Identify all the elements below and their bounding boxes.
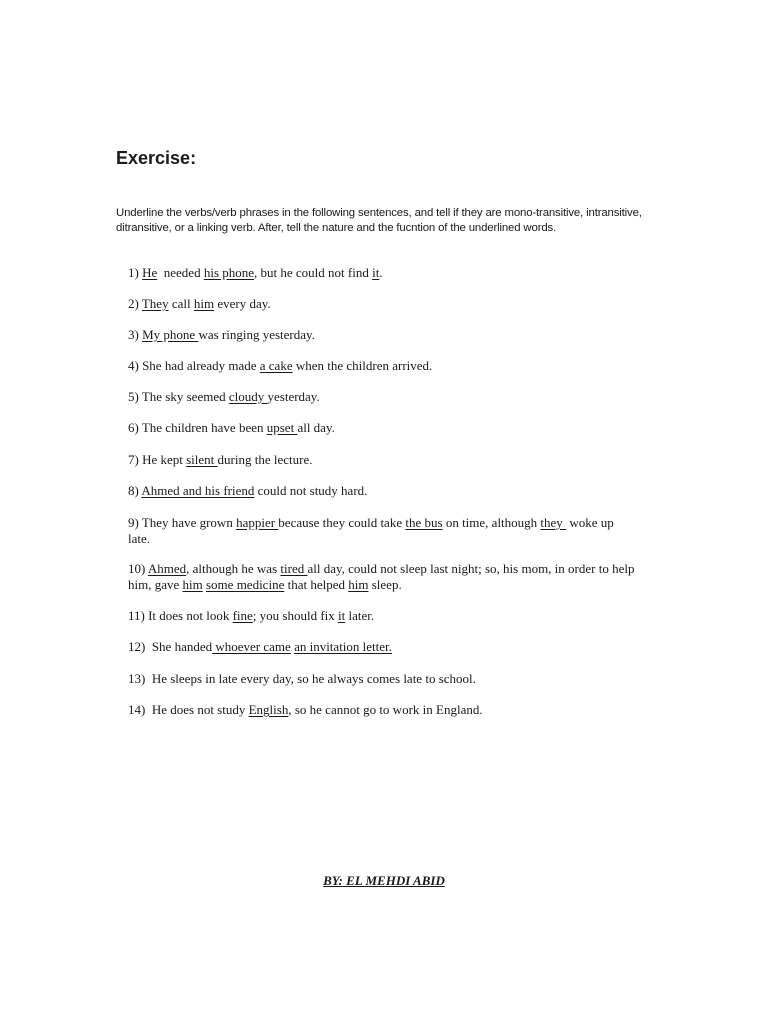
underlined-phrase: him	[348, 577, 369, 592]
sentence-text: 14) He does not study	[128, 702, 249, 717]
sentence-text: because they could take	[278, 515, 406, 530]
sentence-text: 4) She had already made	[128, 358, 260, 373]
sentence-item	[128, 327, 638, 343]
sentence-item	[128, 639, 638, 655]
sentence-text: 2)	[128, 296, 142, 311]
sentence-text: woke up late.	[128, 515, 617, 546]
sentence-text: all day.	[297, 420, 335, 435]
underlined-phrase: silent	[186, 452, 218, 467]
sentence-text: needed	[157, 265, 204, 280]
sentence-text: when the children arrived.	[292, 358, 433, 373]
sentence-item	[128, 671, 638, 687]
sentence-text: during the lecture.	[217, 452, 313, 467]
sentence-text: 9) They have grown	[128, 515, 237, 530]
sentence-text: 8)	[128, 483, 142, 498]
sentence-text: all day, could not sleep last night; so, his mom, in order to help him, gave	[128, 561, 638, 592]
sentence-text: 12) She handed	[128, 639, 213, 654]
sentence-text: 7) He kept	[128, 452, 187, 467]
sentence-item	[128, 265, 638, 281]
sentence-text: , although he was	[186, 561, 281, 576]
underlined-phrase: fine	[232, 608, 253, 623]
exercise-instructions: Underline the verbs/verb phrases in the following sentences, and tell if they are mono-transitive, intransitive, ditransitive, or a linking verb. After, tell the nature and the fucntion of the underlined words.	[116, 207, 642, 234]
underlined-phrase: some medicine	[206, 577, 285, 592]
sentence-text: on time, although	[442, 515, 541, 530]
underlined-phrase: Ahmed and his friend	[141, 483, 255, 498]
underlined-phrase: happier	[236, 515, 279, 530]
sentence-item	[128, 483, 638, 499]
sentence-text: 3)	[128, 327, 143, 342]
sentence-text: that helped	[284, 577, 349, 592]
sentence-text: , so he cannot go to work in England.	[288, 702, 483, 717]
sentence-item	[128, 702, 638, 718]
sentence-text: , but he could not find	[254, 265, 373, 280]
sentence-text: was ringing yesterday.	[198, 327, 315, 342]
sentence-text: 1)	[128, 265, 143, 280]
underlined-phrase: it	[372, 265, 380, 280]
sentence-item	[128, 389, 638, 405]
sentence-text: 5) The sky seemed	[128, 389, 229, 404]
underlined-phrase: My phone	[142, 327, 199, 342]
sentence-item	[128, 561, 638, 593]
sentence-text: ; you should fix	[252, 608, 339, 623]
sentence-item	[128, 452, 638, 468]
underlined-phrase: cloudy	[228, 389, 268, 404]
sentence-text: call	[168, 296, 194, 311]
author-credit: BY: EL MEHDI ABID	[323, 873, 445, 888]
sentence-text: 6) The children have been	[128, 420, 267, 435]
sentence-item	[128, 420, 638, 436]
underlined-phrase: Ahmed	[147, 561, 187, 576]
sentence-text: yesterday.	[267, 389, 320, 404]
sentence-item	[128, 296, 638, 312]
underlined-phrase: whoever came	[212, 639, 291, 654]
underlined-phrase: a cake	[259, 358, 293, 373]
sentence-text: later.	[345, 608, 375, 623]
underlined-phrase: him	[182, 577, 203, 592]
sentence-item	[128, 515, 638, 547]
underlined-phrase: He	[142, 265, 158, 280]
underlined-phrase: They	[141, 296, 169, 311]
sentence-text: every day.	[214, 296, 271, 311]
underlined-phrase: his phone	[203, 265, 255, 280]
underlined-phrase: him	[193, 296, 215, 311]
sentence-item	[128, 608, 638, 624]
underlined-phrase: the bus	[405, 515, 443, 530]
sentence-text: could not study hard.	[254, 483, 368, 498]
sentence-text: 10)	[128, 561, 148, 576]
sentence-item	[128, 358, 638, 374]
exercise-title: Exercise:	[116, 148, 197, 168]
sentence-text: 13) He sleeps in late every day, so he always comes late to school.	[128, 671, 476, 686]
underlined-phrase: English	[248, 702, 289, 717]
sentence-text: sleep.	[368, 577, 402, 592]
sentence-text: 11) It does not look	[128, 608, 233, 623]
underlined-phrase: they	[540, 515, 567, 530]
underlined-phrase: upset	[266, 420, 298, 435]
underlined-phrase: an invitation letter.	[294, 639, 392, 654]
underlined-phrase: it	[338, 608, 346, 623]
underlined-phrase: tired	[280, 561, 308, 576]
sentence-text: .	[379, 265, 383, 280]
